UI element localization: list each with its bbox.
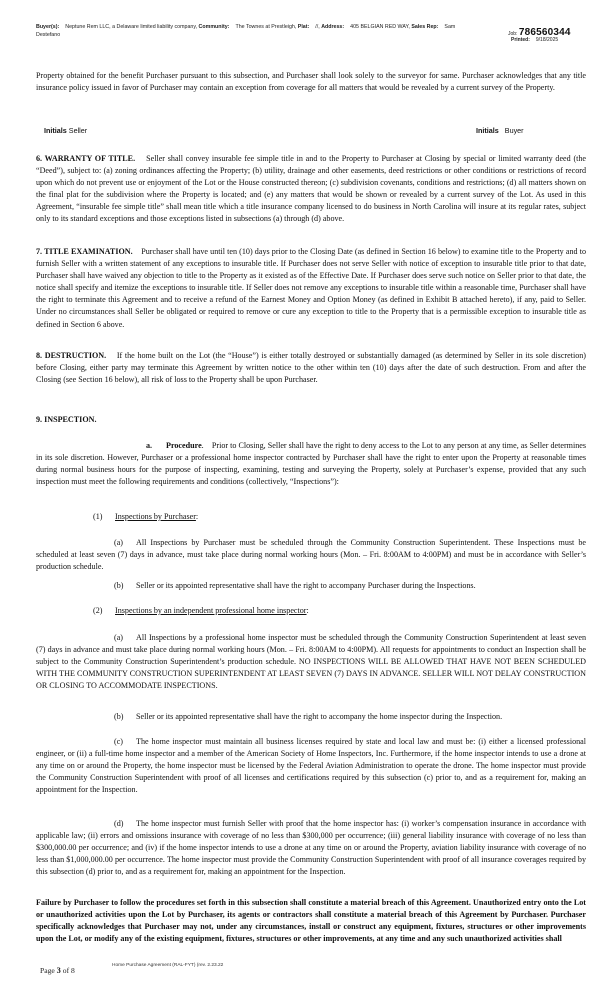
section-9-heading	[36, 414, 586, 426]
section-9a-title: Procedure	[166, 441, 202, 450]
subsection-2d-text: The home inspector must furnish Seller with proof that the home inspector has: (i) worker’s compensation insurance in accordance with applicable law; (ii) errors and omissions insurance with coverage of no less than $300,000 per occurrence; (iii) general liability insurance with coverage of no less than $300,000.00 per occurrence; and (iv) if the home inspector intends to use a drone at any time on or around the Property, aviation liability insurance with coverage of no less than $1,000,000.00 per occurrence. The home inspector must provide the Community Construction Superintendent with proof of all insurance coverages required by this subsection (d) prior to, and as a requirement for, making an appointment for the Inspection.	[36, 819, 586, 877]
subsection-2-heading: (2) Inspections by an independent professional home inspector:	[36, 605, 586, 617]
current-page: 3	[56, 966, 61, 975]
subsection-1b-text: Seller or its appointed representative shall have the right to accompany Purchaser during the Inspections.	[136, 581, 476, 590]
intro-paragraph-block	[36, 70, 586, 94]
section-8-title: 8. DESTRUCTION.	[36, 351, 107, 360]
subsection-2-title: Inspections by an independent professional home inspector	[115, 606, 307, 615]
sales-rep-value: Sam Destefano	[36, 24, 456, 38]
community-label: Community:	[198, 24, 230, 30]
failure-paragraph: Failure by Purchaser to follow the procedures set forth in this subsection shall constitute a material breach of this Agreement. Unauthorized entry onto the Lot or unauthorized activities upon the Lot by Purchaser, its agents or contractors shall constitute a material breach of this Agreement by Purchaser. Purchaser specifically acknowledges that Purchaser may not, under any circumstances, install or construct any equipment, fixtures, structures or other improvements upon the Lot, or modify any of the existing equipment, fixtures, structures or other improvements, at any time and any such unauthorized activities shall	[36, 898, 586, 944]
total-pages: 8	[71, 966, 75, 975]
job-label: Job:	[508, 31, 518, 37]
seller-initials[interactable]	[44, 126, 87, 135]
plat-label: Plat:	[297, 24, 310, 30]
section-9a-procedure: a. Procedure. Prior to Closing, Seller shall have the right to deny access to the Lot to any person at any time, as Seller determines in its sole discretion. However, Purchaser or a professional home inspector contracted by Purchaser shall have the right to enter upon the Property at reasonable times during normal business hours for the purpose of inspecting, examining, testing and surveying the Property, solely at Purchaser’s expense, provided that any such inspection must meet the following requirements and conditions (collectively, “Inspections”):	[36, 441, 586, 487]
seller-party-label: Seller	[68, 126, 88, 135]
section-8-destruction	[36, 350, 586, 386]
section-7-title-examination	[36, 246, 586, 331]
subsection-1a-label: (a)	[114, 538, 123, 547]
page-of: of	[62, 966, 70, 975]
seller-initials-label: Initials	[44, 126, 67, 135]
subsection-1b-label: (b)	[114, 581, 124, 590]
subsection-1a	[36, 537, 586, 573]
address-value: 405 BELGIAN RED WAY,	[350, 24, 410, 30]
subsection-2b-text: Seller or its appointed representative shall have the right to accompany the home inspector during the Inspection.	[136, 712, 503, 721]
subsection-2a	[36, 632, 586, 692]
sales-rep-label: Sales Rep:	[411, 24, 439, 30]
subsection-2a-label: (a)	[114, 633, 123, 642]
subsection-2d-label: (d)	[114, 819, 124, 828]
subsection-1-label: (1)	[93, 512, 103, 521]
subsection-1-heading: (1) Inspections by Purchaser:	[36, 511, 586, 523]
subsection-2d	[36, 818, 586, 878]
subsection-1-title: Inspections by Purchaser	[115, 512, 196, 521]
section-9-title: 9. INSPECTION.	[36, 415, 97, 424]
section-6-title: 6. WARRANTY OF TITLE.	[36, 154, 136, 163]
printed-label: Printed:	[511, 37, 530, 43]
buyer-party-label: Buyer	[504, 126, 524, 135]
document-header	[36, 23, 476, 39]
subsection-1b	[36, 580, 586, 592]
buyer-initials[interactable]	[476, 126, 524, 135]
job-number: 786560344	[518, 27, 571, 38]
section-9a-text: Prior to Closing, Seller shall have the right to deny access to the Lot to any person at any time, as Seller determines in its sole discretion. However, Purchaser or a professional home inspector contracted by Purchaser shall have the right to enter upon the Property at reasonable times during normal business hours for the purpose of inspecting, examining, testing and surveying the Property, solely at Purchaser’s expense, provided that any such inspection must meet the following requirements and conditions (collectively, “Inspections”):	[36, 441, 586, 487]
section-6-text: Seller shall convey insurable fee simple title in and to the Property to Purchaser at Closing by special or limited warranty deed (the “Deed”), subject to: (a) zoning ordinances affecting the Property; (b) utility, drainage and other easements, deed restrictions or other conditions or restrictions of record upon which do not prevent use or enjoyment of the Lot or the House constructed thereon; (c) subdivision covenants, conditions and restrictions; (d) all matters shown on the final plat for the subdivision where the Property is located; and (e) any matters that would be shown or revealed by a current survey of the Lot. As used in this Agreement, “insurable fee simple title” shall mean title which a title insurance company licensed to do business in North Carolina will insure at its regular rates, subject only to its standard exceptions and those exceptions listed in subsections (a) through (d) above.	[36, 154, 587, 224]
subsection-2c-label: (c)	[114, 737, 123, 746]
page-prefix: Page	[40, 966, 55, 975]
section-7-text: Purchaser shall have until ten (10) days prior to the Closing Date (as defined in Section 16 below) to examine title to the Property and to furnish Seller with a written statement of any exceptions to insurable title. If Purchaser does not serve Seller with notice of exception to insurable title prior to that date, Purchaser shall have waived any objection to title to the Property as it existed as of the Effective Date. If Purchaser does serve such notice on Seller prior to that date, the notice shall specify and itemize the exceptions to insurable title. If Seller does not remove any exceptions to insurable title within a reasonable time, Purchaser shall have the right to terminate this Agreement and to receive a refund of the Earnest Money and Option Money (as defined in Exhibit B attached hereto), if any, paid to Seller. Under no circumstances shall Seller be obligated or required to remove or cure any exception to title to the Property that is a permissible exception to insurable title as defined in Section 6 above.	[36, 247, 586, 329]
subsection-2c	[36, 736, 586, 796]
printed-date-block	[511, 37, 558, 43]
buyer-value: Neptune Rem LLC, a Delaware limited liability company,	[65, 24, 198, 30]
subsection-1a-text: All Inspections by Purchaser must be scheduled through the Community Construction Superintendent. These Inspections must be scheduled at least seven (7) days in advance, must take place during normal working hours (Mon. – Fri. 8:00AM to 4:00PM) and must be in accordance with Seller’s production schedule.	[36, 538, 586, 572]
section-6-warranty-of-title	[36, 153, 586, 226]
intro-paragraph: Property obtained for the benefit Purchaser pursuant to this subsection, and Purchaser shall look solely to the surveyor for same. Purchaser acknowledges that any title insurance policy issued in favor of Purchaser may contain an exception from coverage for all matters that would be revealed by a current survey of the Property.	[36, 71, 586, 93]
subsection-2b-label: (b)	[114, 712, 124, 721]
form-name: Home Purchase Agreement (RAL-FYT) (rev. 2.23.22	[112, 963, 224, 968]
plat-value: //,	[315, 24, 320, 30]
buyer-label: Buyer(s):	[36, 24, 60, 30]
section-8-text: If the home built on the Lot (the “House”) is either totally destroyed or substantially damaged (as determined by Seller in its sole discretion) before Closing, either party may terminate this Agreement by written notice to the other within ten (10) days after the date of such destruction. From and after the Closing (see Section 16 below), all risk of loss to the Property shall be upon Purchaser.	[36, 351, 586, 385]
section-7-title: 7. TITLE EXAMINATION.	[36, 247, 133, 256]
subsection-2-label: (2)	[93, 606, 103, 615]
subsection-2c-text: The home inspector must maintain all business licenses required by state and local law and must be: (i) either a licensed professional engineer, or (ii) a full-time home inspector and a member of the American Society of Home Inspectors, Inc. Furthermore, if the home inspector intends to use a drone at any time on or around the Property, the home inspector must be licensed by the Federal Aviation Administration to operate the drone. The home inspector must provide the Community Construction Superintendent with proof of all licenses and certifications required by this subsection (c) prior to, and as a requirement for, making an appointment for the Inspection.	[36, 737, 586, 795]
page-number	[40, 966, 75, 975]
section-9a-label: a.	[146, 441, 153, 450]
address-label: Address:	[321, 24, 345, 30]
failure-paragraph-block	[36, 897, 586, 945]
community-value: The Townes at Prestleigh,	[235, 24, 297, 30]
subsection-2b	[36, 711, 586, 723]
buyer-initials-label: Initials	[476, 126, 499, 135]
printed-date: 9/18/2025	[535, 37, 559, 43]
subsection-2a-text: All Inspections by a professional home inspector must be scheduled through the Community Construction Superintendent at least seven (7) days in advance and must take place during normal working hours (Mon. – Fri. 8:00AM to 4:00PM). All requests for appointments to conduct an Inspection shall be subject to the Community Construction Superintendent’s production schedule. NO INSPECTIONS WILL BE ALLOWED THAT HAVE NOT BEEN SCHEDULED WITH THE COMMUNITY CONSTRUCTION SUPERINTENDENT AT LEAST SEVEN (7) DAYS IN ADVANCE. SELLER WILL NOT DELAY CONSTRUCTION OR CLOSING TO ACCOMMODATE INSPECTIONS.	[36, 633, 586, 691]
